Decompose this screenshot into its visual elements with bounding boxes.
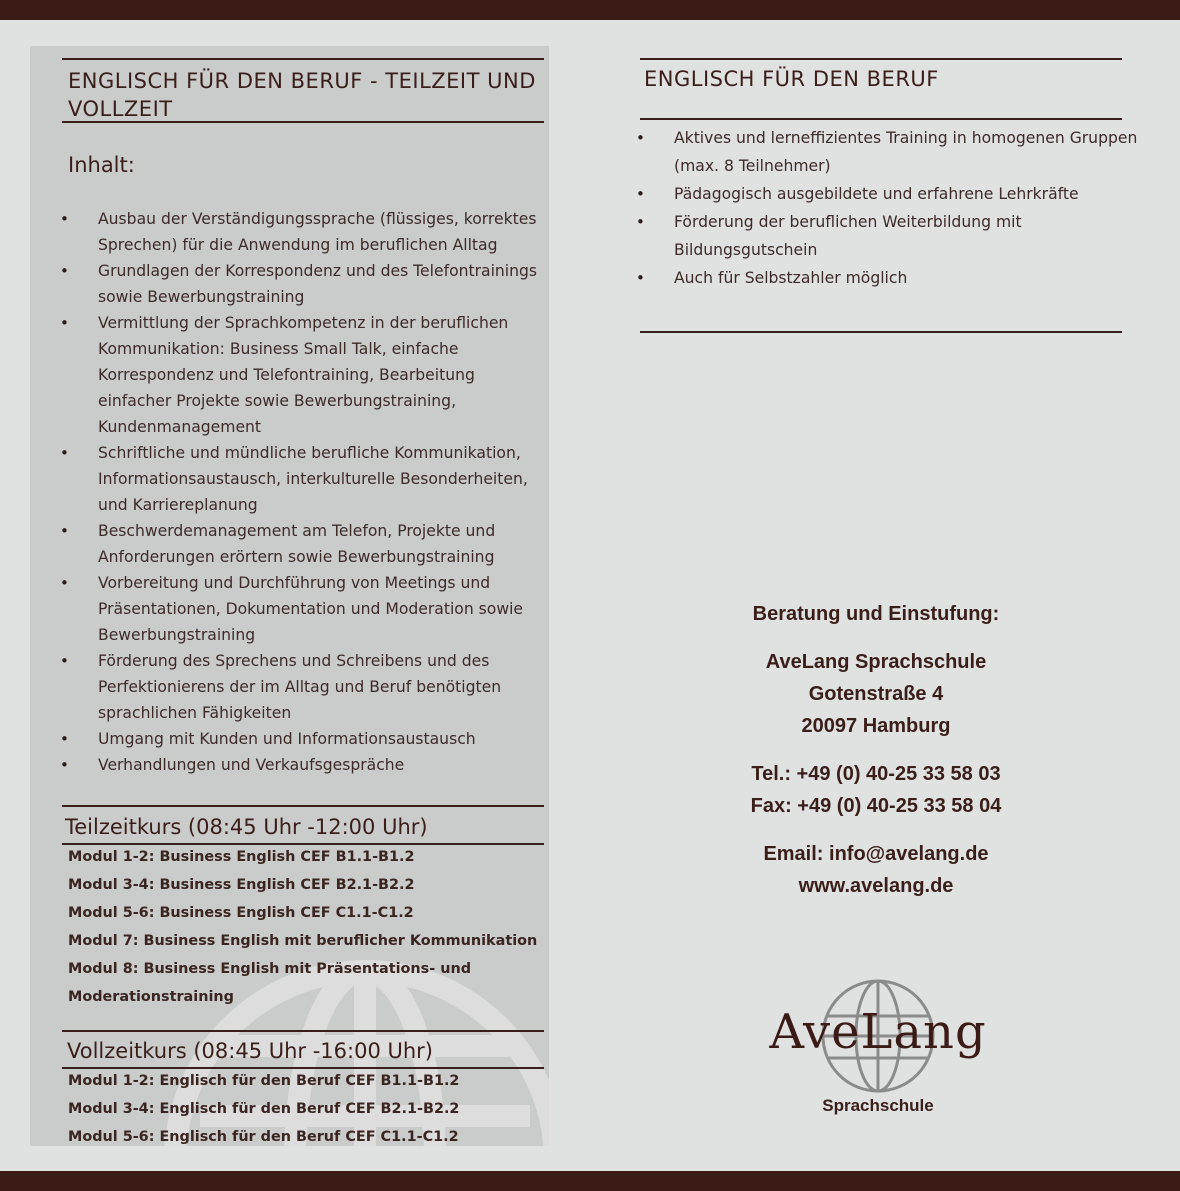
left-title-top-rule: [62, 58, 544, 60]
contact-heading: Beratung und Einstufung:: [752, 603, 1000, 625]
city-address: 20097 Hamburg: [801, 715, 951, 737]
website-link[interactable]: www.avelang.de: [798, 875, 954, 897]
vollzeit-title: Vollzeitkurs (08:45 Uhr -16:00 Uhr): [67, 1039, 433, 1063]
list-item: • Ausbau der Verständigungssprache (flüssiges, korrektes Sprechen) für die Anwendung im beruflichen Alltag: [98, 206, 538, 258]
teilzeit-module: Modul 3-4: Business English CEF B2.1-B2.2: [68, 877, 415, 893]
email-link[interactable]: Email: info@avelang.de: [763, 843, 989, 865]
list-item: • Förderung der beruflichen Weiterbildung mit Bildungsgutschein: [674, 208, 1164, 264]
list-item: • Vorbereitung und Durchführung von Meetings und Präsentationen, Dokumentation und Moderation sowie Bewerbungstraining: [98, 570, 538, 648]
content-heading: Inhalt:: [68, 153, 135, 177]
vollzeit-module: Modul 5-6: Englisch für den Beruf CEF C1.1-C1.2: [68, 1129, 459, 1145]
teilzeit-title: Teilzeitkurs (08:45 Uhr -12:00 Uhr): [65, 815, 428, 839]
avelang-logo: [768, 978, 988, 1123]
logo-wordmark: AveLang: [769, 1004, 987, 1060]
phone-number: Tel.: +49 (0) 40-25 33 58 03: [751, 763, 1001, 785]
teilzeit-top-rule: [62, 805, 544, 807]
list-item: • Umgang mit Kunden und Informationsaustausch: [98, 726, 538, 752]
left-section-title: ENGLISCH FÜR DEN BERUF - TEILZEIT UND VOLLZEIT: [68, 69, 536, 121]
list-item: • Schriftliche und mündliche berufliche Kommunikation, Informationsaustausch, interkulturelle Besonderheiten, und Karriereplanung: [98, 440, 538, 518]
features-list: [674, 124, 1164, 292]
list-item: • Vermittlung der Sprachkompetenz in der beruflichen Kommunikation: Business Small Talk, einfache Korrespondenz und Telefontraining, Bearbeitung einfacher Projekte sowie Bewerbungstraining, Kundenmanagement: [98, 310, 538, 440]
content-list: [98, 206, 538, 778]
list-item: • Auch für Selbstzahler möglich: [674, 264, 1164, 292]
left-title-bottom-rule: [62, 121, 544, 123]
vollzeit-module: Modul 1-2: Englisch für den Beruf CEF B1.1-B1.2: [68, 1073, 460, 1089]
teilzeit-module: Modul 1-2: Business English CEF B1.1-B1.2: [68, 849, 415, 865]
vollzeit-module: Modul 3-4: Englisch für den Beruf CEF B2.1-B2.2: [68, 1101, 460, 1117]
right-title-bottom-rule: [640, 118, 1122, 120]
list-item: • Grundlagen der Korrespondenz und des Telefontrainings sowie Bewerbungstraining: [98, 258, 538, 310]
list-item: • Beschwerdemanagement am Telefon, Projekte und Anforderungen erörtern sowie Bewerbungstraining: [98, 518, 538, 570]
right-title-top-rule: [640, 58, 1122, 60]
vollzeit-top-rule: [62, 1030, 544, 1032]
list-item: • Verhandlungen und Verkaufsgespräche: [98, 752, 538, 778]
right-section-title: ENGLISCH FÜR DEN BERUF: [644, 67, 939, 91]
teilzeit-module: Modul 7: Business English mit beruflicher Kommunikation: [68, 933, 538, 949]
fax-number: Fax: +49 (0) 40-25 33 58 04: [750, 795, 1002, 817]
right-list-bottom-rule: [640, 331, 1122, 333]
street-address: Gotenstraße 4: [808, 683, 944, 705]
list-item: • Aktives und lerneffizientes Training in homogenen Gruppen (max. 8 Teilnehmer): [674, 124, 1164, 180]
teilzeit-module: Modul 8: Business English mit Präsentations- und Moderationstraining: [68, 961, 472, 1005]
list-item: • Förderung des Sprechens und Schreibens und des Perfektionierens der im Alltag und Beruf benötigten sprachlichen Fähigkeiten: [98, 648, 538, 726]
teilzeit-module: Modul 5-6: Business English CEF C1.1-C1.2: [68, 905, 414, 921]
school-name: AveLang Sprachschule: [765, 651, 987, 673]
list-item: • Pädagogisch ausgebildete und erfahrene Lehrkräfte: [674, 180, 1164, 208]
top-border: [0, 0, 1180, 20]
bottom-border: [0, 1171, 1180, 1191]
logo-subtitle: Sprachschule: [822, 1096, 934, 1115]
